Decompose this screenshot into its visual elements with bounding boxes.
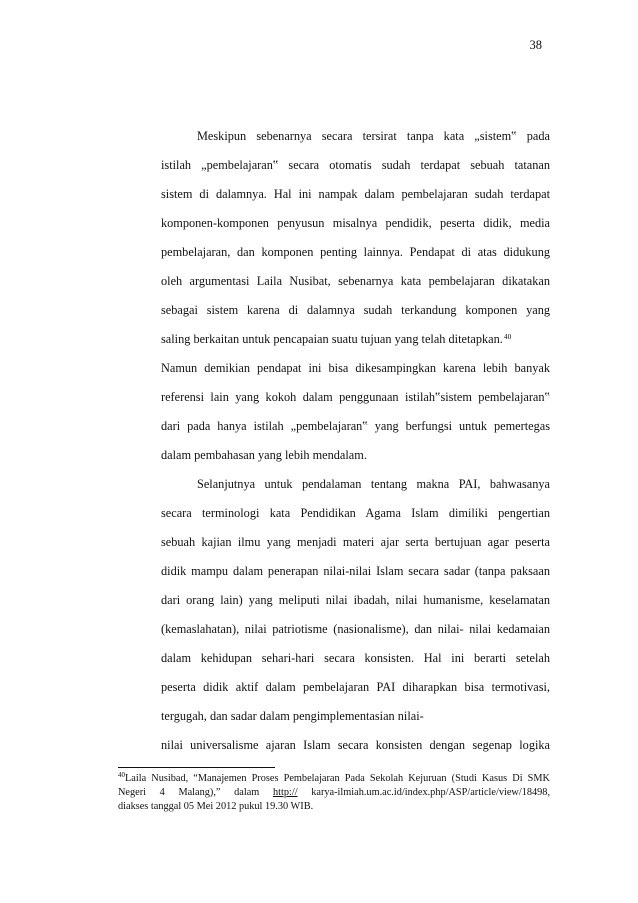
footnote-mark: 40 xyxy=(118,771,125,779)
body-line: didik mampu dalam penerapan nilai-nilai Islam secara sadar (tanpa paksaan xyxy=(161,564,550,578)
body-line: Meskipun sebenarnya secara tersirat tanpa kata „sistem‟ pada xyxy=(197,129,550,143)
page-number: 38 xyxy=(529,38,542,52)
body-line: peserta didik aktif dalam pembelajaran PAI diharapkan bisa termotivasi, xyxy=(161,680,550,694)
body-line: Selanjutnya untuk pendalaman tentang makna PAI, bahwasanya xyxy=(197,477,550,491)
body-text xyxy=(161,122,550,760)
body-line: referensi lain yang kokoh dalam penggunaan istilah‟sistem pembelajaran‟ xyxy=(161,390,550,404)
footnote-link[interactable]: http:// xyxy=(272,787,298,798)
body-line: nilai universalisme ajaran Islam secara konsisten dengan segenap logika xyxy=(161,738,550,752)
body-line: sistem di dalamnya. Hal ini nampak dalam pembelajaran sudah terdapat xyxy=(161,187,550,201)
body-line: komponen-komponen penyusun misalnya pendidik, peserta didik, media xyxy=(161,216,550,230)
body-line: secara terminologi kata Pendidikan Agama Islam dimiliki pengertian xyxy=(161,506,550,520)
body-line-with-footnote xyxy=(161,325,550,354)
footnote-line xyxy=(118,772,550,786)
body-line: dari orang lain) yang meliputi nilai ibadah, nilai humanisme, keselamatan xyxy=(161,593,550,607)
body-line: oleh argumentasi Laila Nusibat, sebenarnya kata pembelajaran dikatakan xyxy=(161,274,550,288)
body-line: (kemaslahatan), nilai patriotisme (nasionalisme), dan nilai- nilai kedamaian xyxy=(161,622,550,636)
body-line: sebuah kajian ilmu yang menjadi materi ajar serta bertujuan agar peserta xyxy=(161,535,550,549)
footnote-reference: 40 xyxy=(503,332,512,341)
body-line: tergugah, dan sadar dalam pengimplementasian nilai- xyxy=(161,709,424,723)
body-line: dalam kehidupan sehari-hari secara konsisten. Hal ini berarti setelah xyxy=(161,651,550,665)
footnote-line: diakses tanggal 05 Mei 2012 pukul 19.30 WIB. xyxy=(118,801,314,812)
body-line: dari pada hanya istilah „pembelajaran‟ yang berfungsi untuk pemertegas xyxy=(161,419,550,433)
body-line: Namun demikian pendapat ini bisa dikesampingkan karena lebih banyak xyxy=(161,361,550,375)
body-line: dalam pembahasan yang lebih mendalam. xyxy=(161,448,367,462)
body-line: istilah „pembelajaran‟ secara otomatis sudah terdapat sebuah tatanan xyxy=(161,158,550,172)
footnote-separator xyxy=(118,767,275,768)
footnote-line xyxy=(118,786,550,800)
footnote-text: karya-ilmiah.um.ac.id/index.php/ASP/article/view/18498, xyxy=(311,787,551,798)
body-line: pembelajaran, dan komponen penting lainnya. Pendapat di atas didukung xyxy=(161,245,550,259)
body-line-text: saling berkaitan untuk pencapaian suatu tujuan yang telah ditetapkan. xyxy=(161,332,503,346)
footnote-text: Laila Nusibad, “Manajemen Proses Pembelajaran Pada Sekolah Kejuruan (Studi Kasus Di SMK xyxy=(125,773,550,784)
footnote xyxy=(118,772,550,814)
footnote-text: Negeri 4 Malang),” dalam xyxy=(118,787,260,798)
body-line: sebagai sistem karena di dalamnya sudah terkandung komponen yang xyxy=(161,303,550,317)
